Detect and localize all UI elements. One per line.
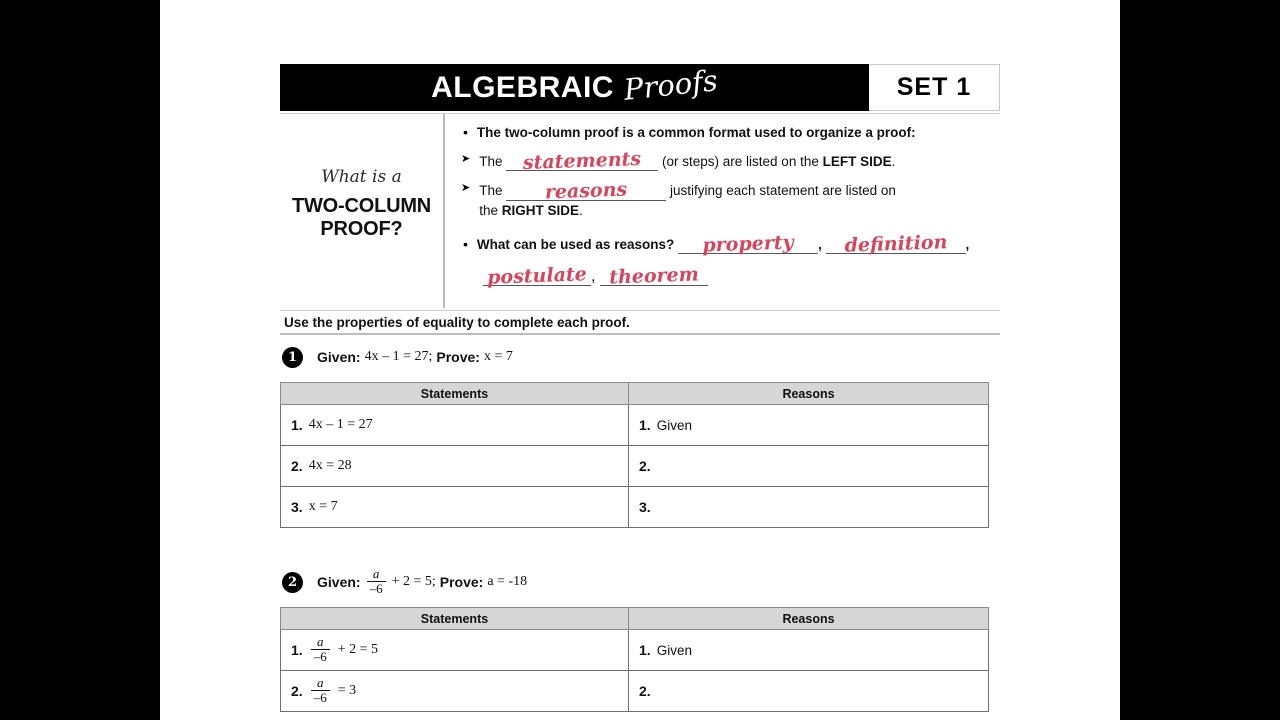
statement-value: 4x – 1 = 27	[308, 417, 373, 432]
arrow-bullet-icon: ➤	[461, 182, 471, 195]
page-title: ALGEBRAIC	[431, 70, 614, 104]
note-subbullet-1	[461, 148, 994, 175]
table-row	[281, 630, 989, 671]
statement-cell[interactable]	[281, 630, 629, 671]
sub1-prefix: The	[479, 153, 503, 169]
note-subbullet-2-text	[479, 178, 896, 220]
sub2-prefix: The	[479, 183, 503, 199]
reason-number: 2.	[639, 458, 651, 474]
statement-cell[interactable]	[281, 405, 629, 446]
table-header-row	[281, 608, 989, 630]
given-label: Given:	[317, 574, 361, 590]
statement-value: 4x = 28	[308, 458, 352, 473]
note-bullet-2-line2	[461, 263, 994, 289]
statement-number: 1.	[291, 642, 303, 658]
set-label: SET 1	[896, 73, 972, 101]
problem-2-proof-table	[280, 607, 989, 712]
given-fraction	[367, 567, 386, 595]
table-row	[281, 446, 989, 487]
problem-1-given-expression: 4x – 1 = 27;	[364, 349, 433, 364]
arrow-bullet-icon: ➤	[461, 152, 471, 165]
concept-heading-line1: TWO-COLUMN	[291, 195, 432, 217]
concept-question	[280, 114, 445, 308]
reason-cell[interactable]	[629, 405, 989, 446]
reason-value: Given	[656, 642, 692, 658]
statement-cell[interactable]	[281, 487, 629, 528]
note-bullet-2-text	[476, 230, 970, 257]
reason-cell[interactable]	[629, 671, 989, 712]
concept-heading-line2: PROOF?	[320, 218, 403, 240]
problem-1	[280, 340, 1000, 528]
bullet-dot-icon: •	[463, 236, 468, 253]
reason-value: Given	[656, 417, 692, 433]
answer-blank-statements[interactable]	[506, 148, 658, 175]
handwritten-answer-statements: statements	[522, 148, 642, 175]
fraction-denominator: –6	[311, 690, 330, 705]
statement-fraction	[311, 635, 330, 663]
note-subbullet-1-text	[479, 148, 896, 175]
reason-number: 1.	[639, 642, 651, 658]
concept-script-line: What is a	[321, 167, 402, 187]
banner-title-block	[280, 64, 869, 111]
handwritten-answer-property: property	[702, 231, 794, 257]
statement-number: 2.	[291, 458, 303, 474]
instruction-text: Use the properties of equality to complete each proof.	[280, 310, 1000, 335]
prove-label: Prove:	[436, 349, 480, 365]
sub2-suffix: justifying each statement are listed on	[670, 183, 896, 199]
fraction-denominator: –6	[367, 581, 386, 596]
problem-2-prove-expression: a = -18	[487, 574, 528, 589]
statement-cell[interactable]	[281, 671, 629, 712]
answer-blank-postulate[interactable]	[483, 263, 591, 289]
handwritten-answer-postulate: postulate	[486, 263, 588, 289]
handwritten-answer-reasons: reasons	[544, 178, 628, 204]
answer-blank-property[interactable]	[678, 231, 818, 257]
note-bullet-2	[461, 230, 994, 257]
comma-3: ,	[591, 267, 596, 285]
statement-number: 3.	[291, 499, 303, 515]
page-banner	[280, 64, 1000, 111]
statement-fraction	[311, 676, 330, 704]
statement-value: + 2 = 5	[337, 642, 378, 657]
problem-1-number-badge: 1	[282, 347, 303, 368]
fraction-numerator: a	[372, 565, 380, 581]
given-label: Given:	[317, 349, 361, 365]
sub1-suffix: (or steps) are listed on the	[662, 153, 819, 169]
column-header-reasons: Reasons	[629, 608, 989, 630]
page-title-script: Proofs	[622, 63, 720, 107]
note-subbullet-2	[461, 178, 994, 220]
problem-1-prove-expression: x = 7	[483, 349, 513, 364]
bullet-dot-icon: •	[463, 124, 468, 140]
prove-label: Prove:	[439, 574, 484, 590]
problem-1-header	[280, 340, 1000, 374]
fraction-numerator: a	[316, 674, 324, 690]
note-bullet-1-text: The two-column proof is a common format used to organize a proof:	[476, 125, 916, 140]
statement-number: 2.	[291, 683, 303, 699]
reason-number: 2.	[639, 683, 651, 699]
comma-1: ,	[817, 237, 822, 253]
concept-notes	[445, 114, 1000, 308]
column-header-statements: Statements	[281, 608, 629, 630]
sub2-line2-end: .	[579, 202, 583, 218]
reason-cell[interactable]	[629, 487, 989, 528]
handwritten-answer-theorem: theorem	[608, 263, 700, 289]
statement-number: 1.	[291, 417, 303, 433]
sub1-suffix-bold: LEFT SIDE	[822, 153, 892, 169]
sub2-line2: the	[479, 202, 498, 218]
problem-2-number-badge: 2	[282, 572, 303, 593]
handwritten-answer-definition: definition	[843, 230, 948, 257]
problem-2-given	[317, 565, 528, 596]
note-bullet-1	[461, 124, 994, 142]
table-row	[281, 671, 989, 712]
problem-2-header	[280, 565, 1000, 599]
table-header-row	[281, 383, 989, 405]
problem-1-given	[317, 349, 513, 365]
reason-cell[interactable]	[629, 630, 989, 671]
column-header-statements: Statements	[281, 383, 629, 405]
fraction-denominator: –6	[311, 649, 330, 664]
table-row	[281, 487, 989, 528]
statement-cell[interactable]	[281, 446, 629, 487]
statement-value: = 3	[337, 683, 357, 698]
statement-value: x = 7	[308, 499, 338, 514]
worksheet-page	[160, 0, 1120, 720]
problem-1-proof-table	[280, 382, 989, 528]
reason-cell[interactable]	[629, 446, 989, 487]
sub1-suffix-end: .	[891, 153, 896, 169]
reason-number: 1.	[639, 417, 651, 433]
concept-panel	[280, 113, 1000, 308]
reasons-question: What can be used as reasons?	[476, 237, 675, 253]
table-row	[281, 405, 989, 446]
answer-blank-theorem[interactable]	[600, 263, 708, 289]
answer-blank-definition[interactable]	[826, 230, 966, 257]
set-badge	[869, 64, 1000, 111]
sub2-line2-bold: RIGHT SIDE	[501, 202, 580, 218]
problem-2-given-expression: + 2 = 5;	[391, 574, 436, 589]
answer-blank-reasons[interactable]	[506, 178, 666, 204]
problem-2	[280, 565, 1000, 712]
comma-2: ,	[965, 237, 970, 253]
column-header-reasons: Reasons	[629, 383, 989, 405]
reason-number: 3.	[639, 499, 651, 515]
fraction-numerator: a	[316, 633, 324, 649]
